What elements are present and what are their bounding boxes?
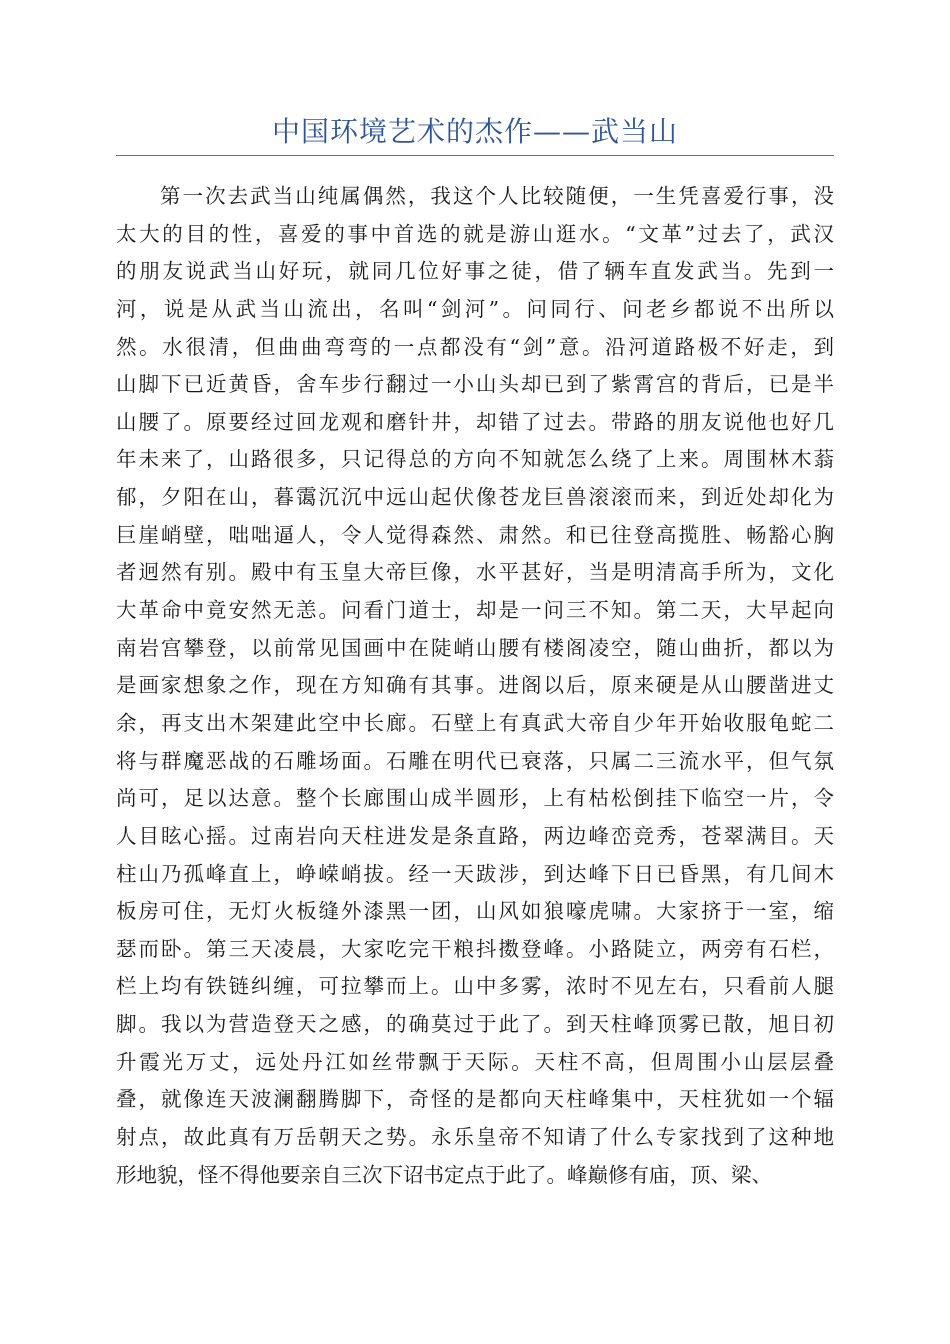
text-line: 大革命中竟安然无恙。问看门道士，却是一问三不知。第二天，大早起向 — [116, 598, 834, 623]
text-line: 射点，故此真有万岳朝天之势。永乐皇帝不知请了什么专家找到了这种地 — [116, 1125, 834, 1150]
title-underline — [116, 155, 834, 156]
text-line: 山腰了。原要经过回龙观和磨针井，却错了过去。带路的朋友说他也好几 — [116, 409, 834, 434]
text-line: 叠，就像连天波澜翻腾脚下，奇怪的是都向天柱峰集中，天柱犹如一个辐 — [116, 1087, 834, 1112]
text-line: 瑟而卧。第三天凌晨，大家吃完干粮抖擞登峰。小路陡立，两旁有石栏， — [116, 936, 834, 961]
text-line: 南岩宫攀登，以前常见国画中在陡峭山腰有楼阁凌空，随山曲折，都以为 — [116, 635, 834, 660]
text-line: 年未来了，山路很多，只记得总的方向不知就怎么绕了上来。周围林木蓊 — [116, 447, 834, 472]
text-line: 栏上均有铁链纠缠，可拉攀而上。山中多雾，浓时不见左右，只看前人腿 — [116, 974, 834, 999]
document-title: 中国环境艺术的杰作——武当山 — [271, 115, 678, 148]
text-line: 脚。我以为营造登天之感，的确莫过于此了。到天柱峰顶雾已散，旭日初 — [116, 1012, 834, 1037]
text-line: 巨崖峭壁，咄咄逼人，令人觉得森然、肃然。和已往登高揽胜、畅豁心胸 — [116, 522, 834, 547]
text-line: 山脚下已近黄昏，舍车步行翻过一小山头却已到了紫霄宫的背后，已是半 — [116, 372, 834, 397]
text-line: 柱山乃孤峰直上，峥嵘峭拔。经一天跋涉，到达峰下日已昏黑，有几间木 — [116, 861, 834, 886]
text-line: 板房可住，无灯火板缝外漆黑一团，山风如狼嚎虎啸。大家挤于一室，缩 — [116, 899, 834, 924]
text-line: 是画家想象之作，现在方知确有其事。进阁以后，原来硬是从山腰凿进丈 — [116, 673, 834, 698]
text-line: 将与群魔恶战的石雕场面。石雕在明代已衰落，只属二三流水平，但气氛 — [116, 748, 834, 773]
text-line: 人目眩心摇。过南岩向天柱进发是条直路，两边峰峦竞秀，苍翠满目。天 — [116, 823, 834, 848]
text-line: 郁，夕阳在山，暮霭沉沉中远山起伏像苍龙巨兽滚滚而来，到近处却化为 — [116, 485, 834, 510]
text-line: 者迥然有别。殿中有玉皇大帝巨像，水平甚好，当是明清高手所为，文化 — [116, 560, 834, 585]
text-line: 升霞光万丈，远处丹江如丝带飘于天际。天柱不高，但周围小山层层叠 — [116, 1049, 834, 1074]
text-line: 河，说是从武当山流出，名叫“剑河”。问同行、问老乡都说不出所以 — [116, 296, 834, 321]
text-line: 的朋友说武当山好玩，就同几位好事之徒，借了辆车直发武当。先到一 — [116, 259, 834, 284]
text-line: 第一次去武当山纯属偶然，我这个人比较随便，一生凭喜爱行事，没 — [160, 184, 834, 208]
text-line: 余，再支出木架建此空中长廊。石壁上有真武大帝自少年开始收服龟蛇二 — [116, 710, 834, 735]
text-line: 太大的目的性，喜爱的事中首选的就是游山逛水。“文革”过去了，武汉 — [116, 221, 834, 246]
text-line: 尚可，足以达意。整个长廊围山成半圆形，上有枯松倒挂下临空一片，令 — [116, 786, 834, 811]
text-line: 然。水很清，但曲曲弯弯的一点都没有“剑”意。沿河道路极不好走，到 — [116, 334, 834, 359]
body-paragraph — [116, 178, 834, 1194]
text-line: 形地貌，怪不得他要亲自三次下诏书定点于此了。峰巅修有庙，顶、梁、 — [116, 1162, 772, 1187]
